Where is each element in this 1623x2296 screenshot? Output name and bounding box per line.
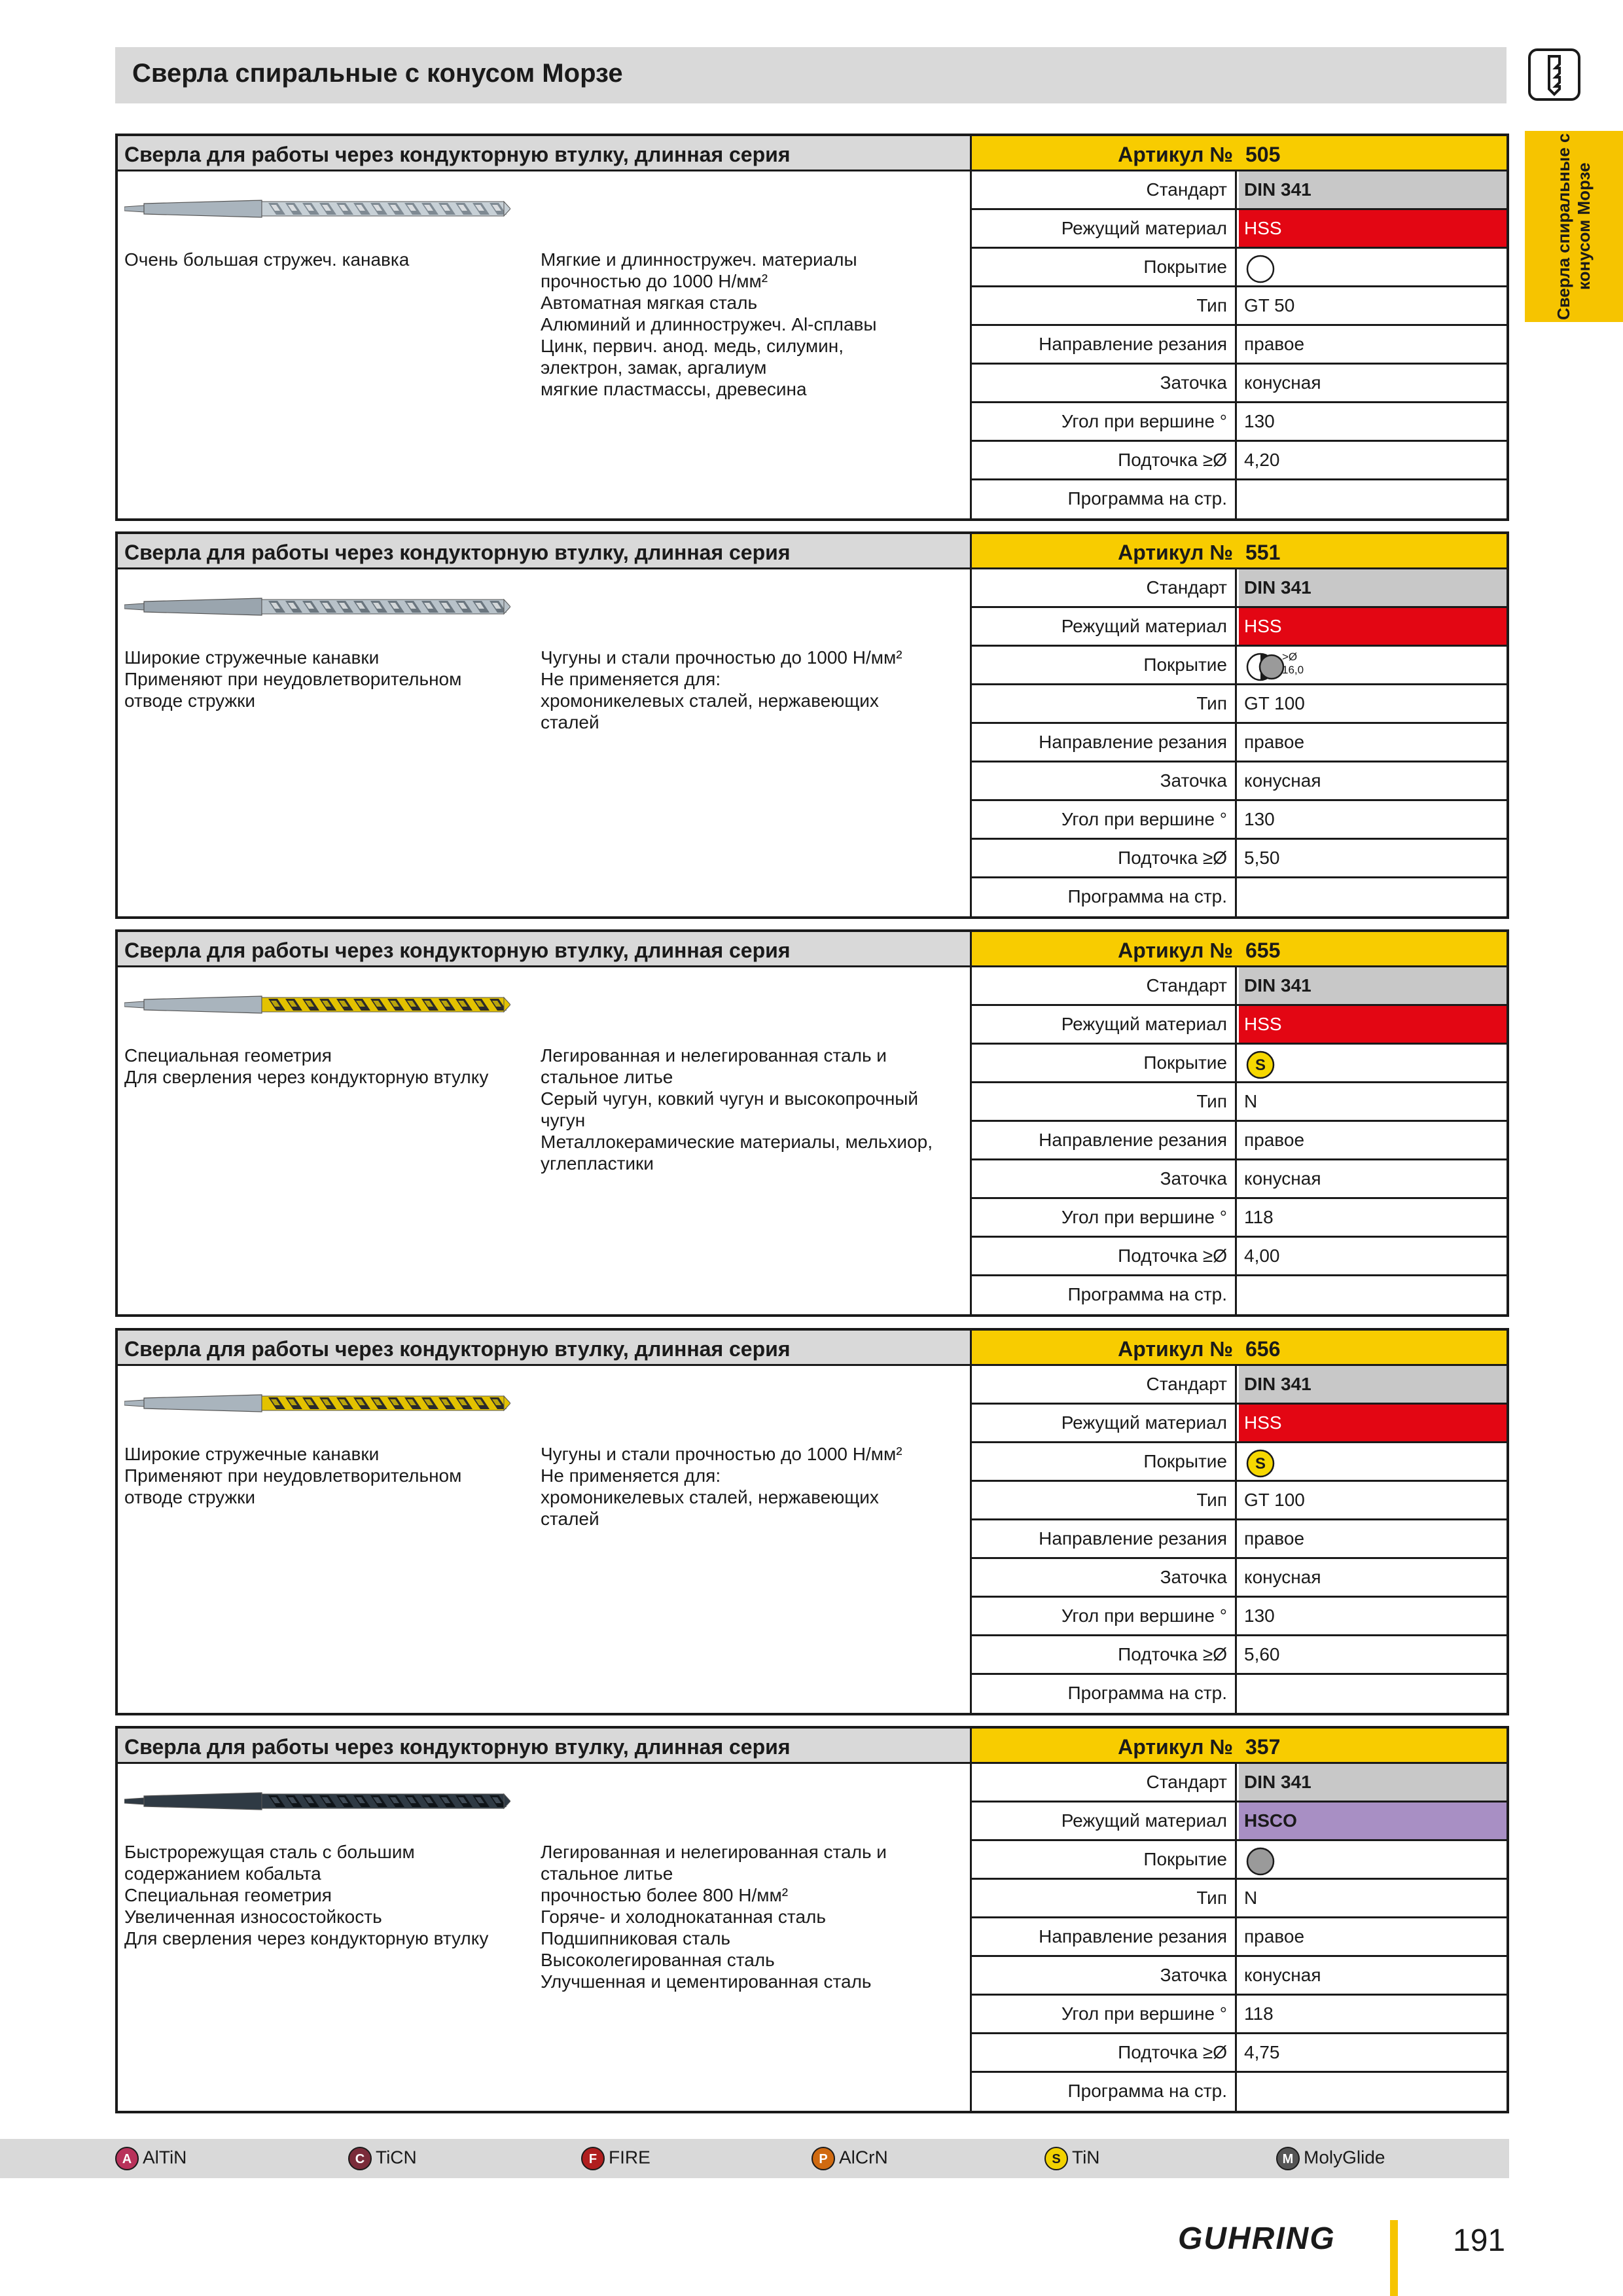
- coating-cell: [1239, 249, 1507, 285]
- direction-cell: [1239, 724, 1507, 761]
- angle-cell: [1239, 1598, 1507, 1634]
- angle-value: 130: [1244, 1605, 1275, 1626]
- thinning-cell: [1239, 2034, 1507, 2071]
- standard-cell: [1239, 1366, 1507, 1403]
- program-cell[interactable]: [1239, 1276, 1507, 1315]
- type-label: Тип: [972, 1482, 1237, 1518]
- section-heading: [118, 136, 970, 171]
- prop-row-standard: [972, 1366, 1507, 1405]
- prop-row-program: [972, 2073, 1507, 2111]
- angle-label: Угол при вершине °: [972, 801, 1237, 838]
- prop-row-type: [972, 1083, 1507, 1122]
- prop-row-material: [972, 1405, 1507, 1443]
- grind-label: Заточка: [972, 1957, 1237, 1994]
- legend-label: MolyGlide: [1304, 2147, 1385, 2168]
- direction-label: Направление резания: [972, 1520, 1237, 1557]
- thinning-label: Подточка ≥Ø: [972, 2034, 1237, 2071]
- angle-label: Угол при вершине °: [972, 1598, 1237, 1634]
- prop-row-thinning: [972, 1636, 1507, 1675]
- legend-label: FIRE: [609, 2147, 651, 2168]
- section-heading: [118, 932, 970, 967]
- legend-label: AlCrN: [839, 2147, 888, 2168]
- direction-value: правое: [1244, 1130, 1305, 1150]
- prop-row-thinning: [972, 840, 1507, 878]
- prop-row-thinning: [972, 1238, 1507, 1276]
- article-header: [970, 1729, 1507, 1764]
- properties-table: [970, 1764, 1507, 2111]
- prop-row-program: [972, 480, 1507, 519]
- angle-label: Угол при вершине °: [972, 403, 1237, 440]
- prop-row-grind: [972, 1559, 1507, 1598]
- article-number[interactable]: 655: [1245, 939, 1281, 962]
- type-value: N: [1244, 1888, 1258, 1908]
- standard-cell: [1239, 569, 1507, 606]
- program-cell[interactable]: [1239, 1675, 1507, 1713]
- coating-ticn-icon: C: [348, 2147, 372, 2170]
- prop-row-coating: [972, 249, 1507, 287]
- legend-item-altin: [115, 2147, 187, 2170]
- prop-row-type: [972, 685, 1507, 724]
- angle-cell: [1239, 801, 1507, 838]
- coating-note: >Ø 16,0: [1282, 651, 1304, 676]
- angle-value: 130: [1244, 809, 1275, 829]
- product-section-505: [115, 134, 1509, 521]
- svg-text:S: S: [1255, 1056, 1266, 1074]
- description-features: Очень большая стружеч. канавка: [124, 249, 410, 270]
- article-header: [970, 1331, 1507, 1366]
- prop-row-direction: [972, 326, 1507, 365]
- prop-row-direction: [972, 1520, 1507, 1559]
- grind-label: Заточка: [972, 1559, 1237, 1596]
- prop-row-grind: [972, 762, 1507, 801]
- direction-value: правое: [1244, 1926, 1305, 1946]
- direction-value: правое: [1244, 334, 1305, 354]
- prop-row-program: [972, 878, 1507, 917]
- description-materials: Легированная и нелегированная сталь и стальное литье Серый чугун, ковкий чугун и высокопрочный чугун Металлокерамические материалы, мельхиор, углепластики: [541, 1045, 933, 1174]
- program-label: Программа на стр.: [972, 1276, 1237, 1315]
- direction-cell: [1239, 1122, 1507, 1158]
- coating-molyglide-icon: M: [1276, 2147, 1300, 2170]
- thinning-cell: [1239, 1238, 1507, 1274]
- side-tab[interactable]: [1525, 131, 1623, 322]
- type-value: N: [1244, 1091, 1258, 1111]
- coating-label: Покрытие: [972, 647, 1237, 683]
- page-title-bar: [115, 47, 1507, 103]
- article-number[interactable]: 551: [1245, 541, 1281, 564]
- svg-text:S: S: [1255, 1455, 1266, 1473]
- thinning-cell: [1239, 1636, 1507, 1673]
- standard-cell: [1239, 967, 1507, 1004]
- coating-fire-icon: F: [581, 2147, 605, 2170]
- direction-cell: [1239, 1520, 1507, 1557]
- direction-label: Направление резания: [972, 1122, 1237, 1158]
- product-section-357: [115, 1726, 1509, 2113]
- prop-row-direction: [972, 724, 1507, 762]
- description-materials: Мягкие и длинностружеч. материалы прочностью до 1000 Н/мм² Автоматная мягкая сталь Алюминий и длинностружеч. Al-сплавы Цинк, первич. анод. медь, силумин, электрон, замак, аргалиум мягкие пластмассы, древесина: [541, 249, 877, 399]
- material-cell: [1239, 1803, 1507, 1839]
- type-label: Тип: [972, 1880, 1237, 1916]
- prop-row-type: [972, 1880, 1507, 1918]
- prop-row-program: [972, 1675, 1507, 1713]
- angle-cell: [1239, 1996, 1507, 2032]
- material-value: HSS: [1244, 616, 1282, 636]
- section-heading: [118, 1729, 970, 1764]
- properties-table: [970, 967, 1507, 1314]
- section-body: [118, 967, 970, 1314]
- thinning-value: 4,75: [1244, 2042, 1280, 2062]
- direction-label: Направление резания: [972, 1918, 1237, 1955]
- grind-label: Заточка: [972, 1160, 1237, 1197]
- program-label: Программа на стр.: [972, 878, 1237, 917]
- grind-value: конусная: [1244, 1965, 1321, 1985]
- grind-cell: [1239, 1957, 1507, 1994]
- legend-item-tin: [1044, 2147, 1100, 2170]
- coating-legend: [0, 2139, 1509, 2178]
- legend-item-molyglide: [1276, 2147, 1385, 2170]
- type-cell: [1239, 685, 1507, 722]
- angle-value: 118: [1244, 1207, 1274, 1227]
- thinning-cell: [1239, 840, 1507, 876]
- type-value: GT 100: [1244, 693, 1305, 713]
- grind-cell: [1239, 1160, 1507, 1197]
- properties-table: [970, 569, 1507, 916]
- type-label: Тип: [972, 685, 1237, 722]
- section-body: [118, 1366, 970, 1713]
- coating-cell: [1239, 1045, 1507, 1081]
- angle-cell: [1239, 1199, 1507, 1236]
- thinning-label: Подточка ≥Ø: [972, 1238, 1237, 1274]
- material-value: HSCO: [1244, 1810, 1297, 1831]
- section-heading: [118, 1331, 970, 1366]
- prop-row-material: [972, 210, 1507, 249]
- description-materials: Чугуны и стали прочностью до 1000 Н/мм² Не применяется для: хромоникелевых сталей, нержавеющих сталей: [541, 647, 902, 732]
- material-value: HSS: [1244, 1412, 1282, 1433]
- coating-label: Покрытие: [972, 1443, 1237, 1480]
- coating-cell: [1239, 1443, 1507, 1480]
- legend-label: TiCN: [376, 2147, 417, 2168]
- section-heading-text: Сверла для работы через кондукторную втулку, длинная серия: [124, 143, 791, 166]
- article-header: [970, 932, 1507, 967]
- grind-value: конусная: [1244, 1567, 1321, 1587]
- article-header: [970, 136, 1507, 171]
- thinning-label: Подточка ≥Ø: [972, 840, 1237, 876]
- thinning-value: 4,00: [1244, 1246, 1280, 1266]
- angle-cell: [1239, 403, 1507, 440]
- prop-row-grind: [972, 365, 1507, 403]
- page-number: 191: [1453, 2223, 1506, 2258]
- prop-row-thinning: [972, 2034, 1507, 2073]
- material-label: Режущий материал: [972, 1405, 1237, 1441]
- drill-image: [124, 590, 510, 623]
- standard-value: DIN 341: [1244, 975, 1311, 996]
- angle-value: 118: [1244, 2003, 1274, 2024]
- prop-row-direction: [972, 1122, 1507, 1160]
- direction-value: правое: [1244, 732, 1305, 752]
- legend-label: TiN: [1072, 2147, 1100, 2168]
- coating-label: Покрытие: [972, 1841, 1237, 1878]
- prop-row-grind: [972, 1957, 1507, 1996]
- thinning-value: 5,60: [1244, 1644, 1280, 1664]
- prop-row-standard: [972, 1764, 1507, 1803]
- angle-value: 130: [1244, 411, 1275, 431]
- type-label: Тип: [972, 287, 1237, 324]
- program-cell[interactable]: [1239, 480, 1507, 519]
- standard-label: Стандарт: [972, 569, 1237, 606]
- prop-row-angle: [972, 1199, 1507, 1238]
- standard-label: Стандарт: [972, 1366, 1237, 1403]
- program-label: Программа на стр.: [972, 480, 1237, 519]
- section-heading-text: Сверла для работы через кондукторную втулку, длинная серия: [124, 1735, 791, 1759]
- prop-row-type: [972, 1482, 1507, 1520]
- standard-label: Стандарт: [972, 1764, 1237, 1801]
- section-body: [118, 171, 970, 518]
- standard-value: DIN 341: [1244, 179, 1311, 200]
- prop-row-coating: [972, 1045, 1507, 1083]
- page-title: Сверла спиральные с конусом Морзе: [132, 59, 623, 88]
- prop-row-coating: [972, 647, 1507, 685]
- type-cell: [1239, 1482, 1507, 1518]
- material-cell: [1239, 608, 1507, 645]
- direction-cell: [1239, 326, 1507, 363]
- type-value: GT 100: [1244, 1490, 1305, 1510]
- thinning-cell: [1239, 442, 1507, 478]
- prop-row-angle: [972, 403, 1507, 442]
- prop-row-type: [972, 287, 1507, 326]
- article-number[interactable]: 357: [1245, 1735, 1281, 1759]
- properties-table: [970, 171, 1507, 518]
- section-body: [118, 569, 970, 916]
- coating-cell: [1239, 647, 1507, 683]
- prop-row-standard: [972, 569, 1507, 608]
- guhring-logo: [1178, 2220, 1387, 2255]
- legend-item-alcrn: [812, 2147, 888, 2170]
- thinning-value: 4,20: [1244, 450, 1280, 470]
- prop-row-material: [972, 608, 1507, 647]
- coating-altin-icon: A: [115, 2147, 139, 2170]
- angle-label: Угол при вершине °: [972, 1199, 1237, 1236]
- coating-alcrn-icon: P: [812, 2147, 835, 2170]
- prop-row-program: [972, 1276, 1507, 1315]
- program-label: Программа на стр.: [972, 1675, 1237, 1713]
- standard-cell: [1239, 171, 1507, 208]
- type-cell: [1239, 1880, 1507, 1916]
- legend-label: AlTiN: [143, 2147, 187, 2168]
- material-cell: [1239, 1405, 1507, 1441]
- standard-cell: [1239, 1764, 1507, 1801]
- material-value: HSS: [1244, 1014, 1282, 1034]
- article-label: Артикул №: [1118, 1735, 1233, 1759]
- prop-row-standard: [972, 171, 1507, 210]
- thinning-value: 5,50: [1244, 848, 1280, 868]
- coating-label: Покрытие: [972, 1045, 1237, 1081]
- article-number[interactable]: 656: [1245, 1337, 1281, 1361]
- grind-cell: [1239, 365, 1507, 401]
- direction-label: Направление резания: [972, 724, 1237, 761]
- type-label: Тип: [972, 1083, 1237, 1120]
- description-materials: Чугуны и стали прочностью до 1000 Н/мм² Не применяется для: хромоникелевых сталей, нержавеющих сталей: [541, 1444, 902, 1529]
- prop-row-direction: [972, 1918, 1507, 1957]
- coating-label: Покрытие: [972, 249, 1237, 285]
- direction-label: Направление резания: [972, 326, 1237, 363]
- material-label: Режущий материал: [972, 1803, 1237, 1839]
- drill-icon: [1528, 48, 1580, 101]
- drill-image: [124, 988, 510, 1021]
- prop-row-material: [972, 1803, 1507, 1841]
- coating-tin-icon: S: [1044, 2147, 1068, 2170]
- section-heading-text: Сверла для работы через кондукторную втулку, длинная серия: [124, 939, 791, 962]
- grind-value: конусная: [1244, 372, 1321, 393]
- drill-image: [124, 192, 510, 225]
- article-number[interactable]: 505: [1245, 143, 1281, 166]
- article-label: Артикул №: [1118, 939, 1233, 962]
- brand-text: GUHRING: [1178, 2221, 1336, 2255]
- prop-row-thinning: [972, 442, 1507, 480]
- prop-row-coating: [972, 1841, 1507, 1880]
- description-features: Быстрорежущая сталь с большим содержанием кобальта Специальная геометрия Увеличенная износостойкость Для сверления через кондукторную втулку: [124, 1842, 489, 1948]
- type-cell: [1239, 287, 1507, 324]
- prop-row-coating: [972, 1443, 1507, 1482]
- direction-value: правое: [1244, 1528, 1305, 1549]
- section-body: [118, 1764, 970, 2111]
- section-heading-text: Сверла для работы через кондукторную втулку, длинная серия: [124, 541, 791, 564]
- prop-row-grind: [972, 1160, 1507, 1199]
- article-header: [970, 534, 1507, 569]
- description-features: Специальная геометрия Для сверления через кондукторную втулку: [124, 1045, 489, 1087]
- product-section-656: [115, 1328, 1509, 1715]
- standard-value: DIN 341: [1244, 577, 1311, 598]
- section-heading: [118, 534, 970, 569]
- drill-image: [124, 1387, 510, 1420]
- properties-table: [970, 1366, 1507, 1713]
- material-value: HSS: [1244, 218, 1282, 238]
- grind-label: Заточка: [972, 762, 1237, 799]
- article-label: Артикул №: [1118, 1337, 1233, 1361]
- type-value: GT 50: [1244, 295, 1295, 315]
- prop-row-angle: [972, 1598, 1507, 1636]
- material-label: Режущий материал: [972, 608, 1237, 645]
- product-section-655: [115, 929, 1509, 1317]
- standard-value: DIN 341: [1244, 1772, 1311, 1792]
- thinning-label: Подточка ≥Ø: [972, 442, 1237, 478]
- prop-row-material: [972, 1006, 1507, 1045]
- side-tab-label: Сверла спиральные с конусом Морзе: [1554, 133, 1594, 320]
- program-cell[interactable]: [1239, 2073, 1507, 2111]
- standard-label: Стандарт: [972, 171, 1237, 208]
- description-features: Широкие стружечные канавки Применяют при неудовлетворительном отводе стружки: [124, 1444, 462, 1507]
- prop-row-angle: [972, 801, 1507, 840]
- direction-cell: [1239, 1918, 1507, 1955]
- program-label: Программа на стр.: [972, 2073, 1237, 2111]
- grind-label: Заточка: [972, 365, 1237, 401]
- material-cell: [1239, 210, 1507, 247]
- type-cell: [1239, 1083, 1507, 1120]
- article-label: Артикул №: [1118, 143, 1233, 166]
- description-materials: Легированная и нелегированная сталь и стальное литье прочностью более 800 Н/мм² Горяче- и холоднокатанная сталь Подшипниковая сталь Высоколегированная сталь Улучшенная и цементированная сталь: [541, 1842, 887, 1992]
- thinning-label: Подточка ≥Ø: [972, 1636, 1237, 1673]
- program-cell[interactable]: [1239, 878, 1507, 917]
- article-label: Артикул №: [1118, 541, 1233, 564]
- material-label: Режущий материал: [972, 1006, 1237, 1043]
- standard-value: DIN 341: [1244, 1374, 1311, 1394]
- grind-cell: [1239, 762, 1507, 799]
- coating-cell: [1239, 1841, 1507, 1878]
- brand-bar: [1390, 2220, 1398, 2296]
- grind-value: конусная: [1244, 1168, 1321, 1189]
- description-features: Широкие стружечные канавки Применяют при неудовлетворительном отводе стружки: [124, 647, 462, 711]
- drill-image: [124, 1785, 510, 1818]
- grind-cell: [1239, 1559, 1507, 1596]
- product-section-551: [115, 531, 1509, 919]
- standard-label: Стандарт: [972, 967, 1237, 1004]
- prop-row-standard: [972, 967, 1507, 1006]
- material-label: Режущий материал: [972, 210, 1237, 247]
- material-cell: [1239, 1006, 1507, 1043]
- grind-value: конусная: [1244, 770, 1321, 791]
- section-heading-text: Сверла для работы через кондукторную втулку, длинная серия: [124, 1337, 791, 1361]
- legend-item-fire: [581, 2147, 651, 2170]
- angle-label: Угол при вершине °: [972, 1996, 1237, 2032]
- legend-item-ticn: [348, 2147, 417, 2170]
- prop-row-angle: [972, 1996, 1507, 2034]
